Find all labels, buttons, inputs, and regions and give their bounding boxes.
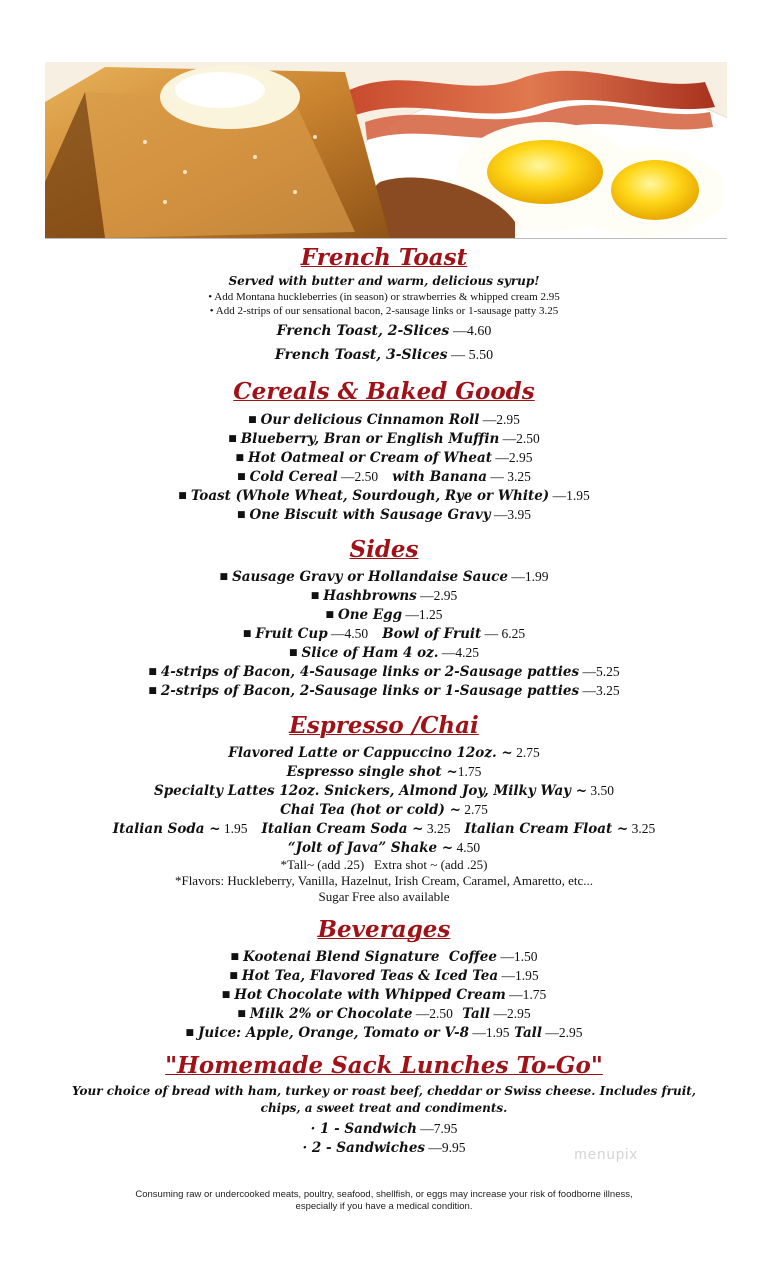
menu-item <box>20 586 748 606</box>
bullet-icon: ■ <box>310 591 320 601</box>
bullet-icon: ■ <box>219 572 229 582</box>
lunches-description-1: Your choice of bread with ham, turkey or roast beef, cheddar or Swiss cheese. Includes fruit, <box>72 1084 696 1098</box>
item-name: Italian Soda ~ <box>112 821 221 837</box>
item-name: French Toast, 3-Slices <box>274 347 448 363</box>
menu-item <box>20 429 748 449</box>
breakfast-photo-art <box>45 62 727 238</box>
bullet-icon: ■ <box>178 491 187 501</box>
menu-item <box>20 1138 748 1158</box>
breakfast-photo <box>45 62 727 239</box>
disclaimer-line-1: Consuming raw or undercooked meats, poultry, seafood, shellfish, or eggs may increase your risk of foodborne illness, <box>135 1189 633 1200</box>
menupix-watermark: menupix <box>574 1146 638 1163</box>
bullet-icon: ■ <box>236 510 246 520</box>
item-price: — 5.50 <box>447 348 494 363</box>
item-price: —2.95 <box>479 412 520 427</box>
bullet-icon: ■ <box>230 952 240 962</box>
item-price: 4.50 <box>453 840 481 855</box>
bullet-icon: ■ <box>237 1009 246 1019</box>
item-price: —1.95 <box>468 1025 510 1040</box>
bullet-icon: ■ <box>325 610 334 620</box>
menu-item <box>20 505 748 525</box>
menu-item <box>20 1023 748 1043</box>
bullet-icon: ■ <box>228 434 237 444</box>
item-name: Specialty Lattes 12oz. Snickers, Almond Joy, Milky Way ~ <box>153 783 588 799</box>
item-name: One Biscuit with Sausage Gravy <box>249 507 491 523</box>
item-extra-name: with Banana <box>378 469 487 485</box>
item-price: —9.95 <box>425 1140 466 1155</box>
menu-item <box>20 486 748 506</box>
item-price: —3.25 <box>579 683 620 698</box>
note-huckleberries: • Add Montana huckleberries (in season) or strawberries & whipped cream 2.95 <box>208 291 560 303</box>
item-price: —1.95 <box>498 968 539 983</box>
item-price: 1.75 <box>457 764 482 779</box>
item-price: —4.25 <box>438 645 479 660</box>
item-name: Italian Cream Float ~ <box>464 821 629 837</box>
item-name: · 2 - Sandwiches <box>302 1140 426 1156</box>
heading-cereals: Cereals & Baked Goods <box>233 378 535 405</box>
menu-item <box>20 781 748 801</box>
menu-item-italian <box>20 819 748 839</box>
item-extra-name: Tall <box>509 1025 542 1041</box>
item-name: Toast (Whole Wheat, Sourdough, Rye or White) <box>190 488 550 504</box>
heading-beverages: Beverages <box>317 916 451 943</box>
item-name: Hot Tea, Flavored Teas & Iced Tea <box>241 968 499 984</box>
note-add-bacon: • Add 2-strips of our sensational bacon, 2-sausage links or 1-sausage patty 3.25 <box>209 305 559 317</box>
item-price: —2.95 <box>416 588 458 603</box>
item-price: —1.25 <box>402 607 443 622</box>
item-price: —5.25 <box>579 664 620 679</box>
item-name: Blueberry, Bran or English Muffin <box>240 431 500 447</box>
item-name: French Toast, 2-Slices <box>276 323 450 339</box>
heading-sack-lunches: "Homemade Sack Lunches To-Go" <box>165 1052 603 1079</box>
menu-item <box>20 410 748 430</box>
lunches-description-2: chips, a sweet treat and condiments. <box>260 1101 508 1115</box>
menu-item <box>20 448 748 468</box>
item-extra-name: Bowl of Fruit <box>368 626 482 642</box>
item-price: —1.50 <box>496 949 538 964</box>
bullet-icon: ■ <box>148 686 157 696</box>
item-price: —4.60 <box>449 324 492 339</box>
heading-sides: Sides <box>349 536 419 563</box>
item-price: —1.99 <box>507 569 549 584</box>
item-name: Juice: Apple, Orange, Tomato or V-8 <box>198 1025 469 1041</box>
heading-espresso: Espresso /Chai <box>289 712 479 739</box>
menu-item <box>20 838 748 858</box>
disclaimer-line-2: especially if you have a medical condition. <box>295 1201 473 1212</box>
item-name: One Egg <box>337 607 403 623</box>
menu-item <box>20 985 748 1005</box>
item-extra-price: — 6.25 <box>481 626 526 641</box>
menu-item <box>20 662 748 682</box>
french-toast-subtitle: Served with butter and warm, delicious syrup! <box>228 274 540 288</box>
item-name: Hashbrowns <box>323 588 417 604</box>
item-name: Cold Cereal <box>249 469 338 485</box>
menu-item <box>20 624 748 644</box>
item-price: —1.75 <box>505 987 547 1002</box>
espresso-note-tall: *Tall~ (add .25) Extra shot ~ (add .25) <box>280 857 488 872</box>
menu-item <box>20 567 748 587</box>
item-extra-price: — 3.25 <box>486 469 531 484</box>
bullet-icon: ■ <box>229 971 238 981</box>
bullet-icon: ■ <box>185 1028 195 1038</box>
bullet-icon: ■ <box>289 648 298 658</box>
item-name: “Jolt of Java” Shake ~ <box>287 840 454 856</box>
menu-item <box>20 743 748 763</box>
item-name: Fruit Cup <box>255 626 328 642</box>
bullet-icon: ■ <box>248 415 257 425</box>
bullet-icon: ■ <box>242 629 252 639</box>
item-name: Milk 2% or Chocolate <box>249 1006 413 1022</box>
item-name: Hot Oatmeal or Cream of Wheat <box>248 450 492 466</box>
bullet-icon: ■ <box>237 472 246 482</box>
item-price: —2.50 <box>337 469 379 484</box>
item-name: Espresso single shot ~ <box>286 764 458 780</box>
item-price: 2.75 <box>512 745 540 760</box>
item-price: 2.75 <box>460 802 488 817</box>
bullet-icon: ■ <box>148 667 157 677</box>
menu-item <box>20 1004 748 1024</box>
item-name: Our delicious Cinnamon Roll <box>260 412 480 428</box>
item-price: —1.95 <box>549 488 590 503</box>
espresso-note-sugar-free: Sugar Free also available <box>318 889 450 904</box>
item-price: —2.95 <box>491 450 533 465</box>
item-name: Flavored Latte or Cappuccino 12oz. ~ <box>228 745 513 761</box>
menu-item <box>20 643 748 663</box>
bullet-icon: ■ <box>235 453 245 463</box>
item-name: · 1 - Sandwich <box>310 1121 417 1137</box>
menu-item <box>20 322 748 341</box>
item-name: Kootenai Blend Signature Coffee <box>243 949 497 965</box>
item-price: 3.25 <box>423 821 451 836</box>
item-name: Italian Cream Soda ~ <box>261 821 424 837</box>
item-name: 4-strips of Bacon, 4-Sausage links or 2-Sausage patties <box>160 664 580 680</box>
item-name: Hot Chocolate with Whipped Cream <box>234 987 506 1003</box>
item-extra-price: —2.95 <box>490 1006 531 1021</box>
item-price: —7.95 <box>416 1121 458 1136</box>
menu-item <box>20 681 748 701</box>
item-extra-price: —2.95 <box>541 1025 583 1040</box>
item-price: —2.50 <box>499 431 540 446</box>
item-extra-name: Tall <box>452 1006 491 1022</box>
item-price: —3.95 <box>490 507 532 522</box>
heading-french-toast: French Toast <box>300 244 468 271</box>
espresso-note-flavors: *Flavors: Huckleberry, Vanilla, Hazelnut, Irish Cream, Caramel, Amaretto, etc... <box>174 873 594 888</box>
menu-item <box>20 966 748 986</box>
menu-item <box>20 1119 748 1139</box>
item-price: 3.50 <box>587 783 615 798</box>
menu-item <box>20 467 748 487</box>
menu-item <box>20 800 748 820</box>
item-price: 3.25 <box>628 821 656 836</box>
item-price: 1.95 <box>220 821 248 836</box>
item-name: Chai Tea (hot or cold) ~ <box>280 802 461 818</box>
menu-item <box>20 605 748 625</box>
menu-item <box>20 762 748 782</box>
item-name: Slice of Ham 4 oz. <box>301 645 439 661</box>
menu-item <box>20 947 748 967</box>
item-name: 2-strips of Bacon, 2-Sausage links or 1-Sausage patties <box>160 683 580 699</box>
bullet-icon: ■ <box>221 990 231 1000</box>
menu-item <box>20 346 748 365</box>
item-name: Sausage Gravy or Hollandaise Sauce <box>232 569 508 585</box>
item-price: —4.50 <box>327 626 369 641</box>
item-price: —2.50 <box>412 1006 453 1021</box>
